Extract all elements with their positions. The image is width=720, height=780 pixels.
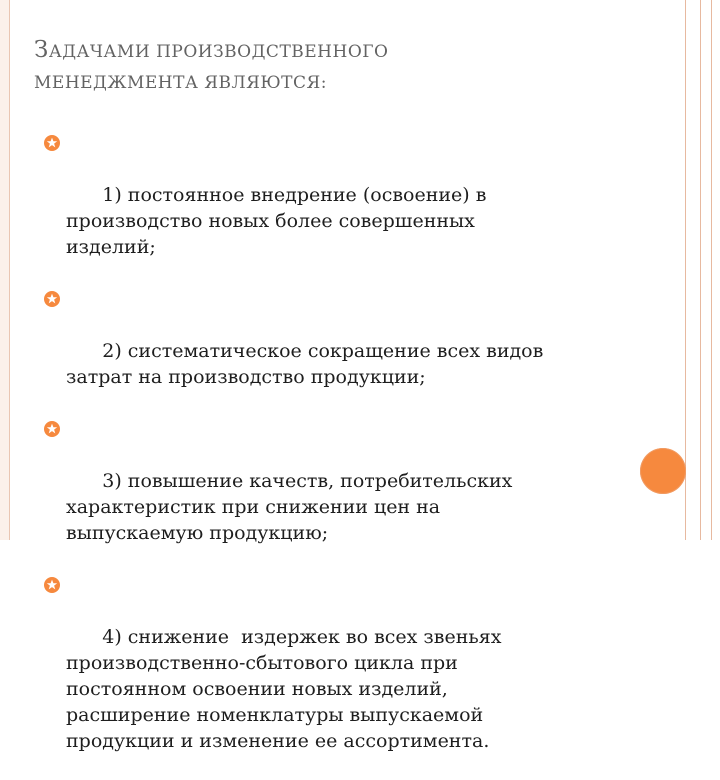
orange-circle-decoration (640, 448, 686, 494)
list-item (44, 130, 604, 286)
list-item (44, 572, 604, 780)
list-item (44, 286, 604, 416)
title-line-1-rest: АДАЧАМИ ПРОИЗВОДСТВЕННОГО (48, 42, 389, 62)
right-decorative-line (711, 0, 712, 540)
left-decorative-border (0, 0, 10, 540)
star-bullet-icon (44, 135, 60, 151)
title-line-2: МЕНЕДЖМЕНТА ЯВЛЯЮТСЯ: (34, 73, 327, 93)
right-decorative-line (685, 0, 686, 540)
bullet-text: 2) систематическое сокращение всех видов затрат на производство продукции; (66, 340, 544, 388)
bullet-text: 1) постоянное внедрение (освоение) в производство новых более совершенных изделий; (66, 184, 487, 258)
bullet-text: 3) повышение качеств, потребительских характеристик при снижении цен на выпускаемую продукцию; (66, 470, 513, 544)
list-item (44, 416, 604, 572)
title-line-1 (34, 35, 654, 68)
bullet-text: 4) снижение издержек во всех звеньях производственно-сбытового цикла при постоянном освоении новых изделий, расширение номенклатуры выпускаемой продукции и изменение ее ассортимента. (66, 626, 502, 752)
star-bullet-icon (44, 577, 60, 593)
star-bullet-icon (44, 291, 60, 307)
bullet-list (44, 130, 604, 780)
slide-title (34, 35, 654, 99)
title-initial-cap: З (34, 37, 49, 63)
star-bullet-icon (44, 421, 60, 437)
right-decorative-line (700, 0, 701, 540)
